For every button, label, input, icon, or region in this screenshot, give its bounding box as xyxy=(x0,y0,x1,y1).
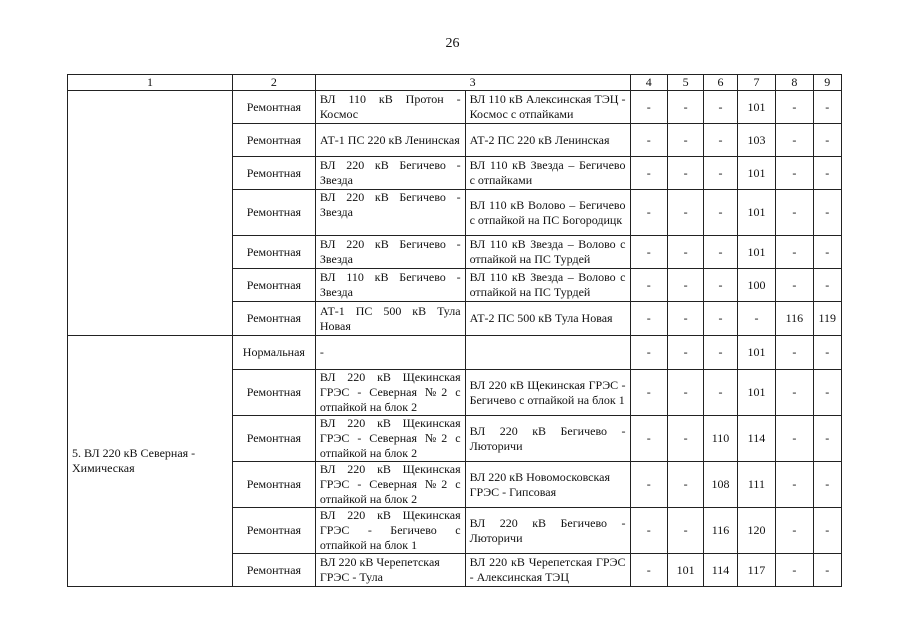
mode-cell: Ремонтная xyxy=(232,190,315,236)
value-cell: - xyxy=(813,336,841,370)
value-cell: 101 xyxy=(737,236,775,269)
element-cell: ВЛ 220 кВ Щекинская ГРЭС - Северная №2 с отпайкой на блок 2 xyxy=(315,370,465,416)
element-cell: ВЛ 220 кВ Бегичево - Лютоpичи xyxy=(465,508,630,554)
value-cell: - xyxy=(630,508,667,554)
mode-cell: Ремонтная xyxy=(232,236,315,269)
mode-cell: Ремонтная xyxy=(232,91,315,124)
value-cell: - xyxy=(776,336,813,370)
value-cell: - xyxy=(776,91,813,124)
value-cell: 111 xyxy=(737,462,775,508)
value-cell: - xyxy=(667,190,703,236)
value-cell: - xyxy=(813,236,841,269)
value-cell: - xyxy=(630,190,667,236)
value-cell: 114 xyxy=(704,554,737,587)
value-cell: - xyxy=(704,190,737,236)
value-cell: 101 xyxy=(737,370,775,416)
value-cell: - xyxy=(813,269,841,302)
element-cell: ВЛ 220 кВ Бегичево - Звезда xyxy=(315,236,465,269)
element-cell xyxy=(465,336,630,370)
value-cell: - xyxy=(630,91,667,124)
element-cell: АТ-1 ПС 500 кВ Тула Новая xyxy=(315,302,465,336)
mode-cell: Ремонтная xyxy=(232,124,315,157)
value-cell: - xyxy=(630,157,667,190)
value-cell: 110 xyxy=(704,416,737,462)
value-cell: - xyxy=(630,370,667,416)
value-cell: 114 xyxy=(737,416,775,462)
value-cell: - xyxy=(813,370,841,416)
value-cell: 101 xyxy=(737,336,775,370)
value-cell: 108 xyxy=(704,462,737,508)
value-cell: - xyxy=(776,124,813,157)
value-cell: - xyxy=(667,370,703,416)
value-cell: - xyxy=(776,236,813,269)
value-cell: - xyxy=(667,236,703,269)
value-cell: - xyxy=(667,157,703,190)
col-header: 8 xyxy=(776,75,813,91)
page-number: 26 xyxy=(445,36,460,51)
element-cell: ВЛ 220 кВ Щекинская ГРЭС - Бегичево с отпайкой на блок 1 xyxy=(465,370,630,416)
value-cell: - xyxy=(704,370,737,416)
value-cell: - xyxy=(630,416,667,462)
value-cell: 117 xyxy=(737,554,775,587)
value-cell: - xyxy=(813,554,841,587)
mode-cell: Ремонтная xyxy=(232,508,315,554)
mode-cell: Ремонтная xyxy=(232,269,315,302)
mode-cell: Ремонтная xyxy=(232,157,315,190)
value-cell: - xyxy=(667,269,703,302)
value-cell: - xyxy=(667,124,703,157)
value-cell: - xyxy=(667,508,703,554)
value-cell: - xyxy=(737,302,775,336)
value-cell: - xyxy=(704,124,737,157)
element-cell: ВЛ 110 кВ Звезда – Волово с отпайкой на ПС Турдей xyxy=(465,236,630,269)
value-cell: 101 xyxy=(667,554,703,587)
mode-cell: Ремонтная xyxy=(232,416,315,462)
element-cell: - xyxy=(315,336,465,370)
value-cell: - xyxy=(704,91,737,124)
value-cell: - xyxy=(813,508,841,554)
element-cell: ВЛ 220 кВ Бегичево - Звезда xyxy=(315,190,465,236)
column-number-row xyxy=(68,75,842,91)
value-cell: - xyxy=(776,157,813,190)
value-cell: - xyxy=(776,416,813,462)
value-cell: - xyxy=(776,269,813,302)
mode-cell: Ремонтная xyxy=(232,370,315,416)
value-cell: - xyxy=(667,336,703,370)
element-cell: ВЛ 110 кВ Протон - Космос xyxy=(315,91,465,124)
value-cell: - xyxy=(813,462,841,508)
value-cell: - xyxy=(704,157,737,190)
value-cell: - xyxy=(813,91,841,124)
section-label: 5. ВЛ 220 кВ Северная - Химическая xyxy=(68,336,233,587)
element-cell: АТ-1 ПС 220 кВ Ленинская xyxy=(315,124,465,157)
value-cell: - xyxy=(630,269,667,302)
col-header: 6 xyxy=(704,75,737,91)
element-cell: ВЛ 220 кВ Щекинская ГРЭС - Северная №2 с отпайкой на блок 2 xyxy=(315,416,465,462)
value-cell: 101 xyxy=(737,157,775,190)
value-cell: - xyxy=(630,124,667,157)
table-row xyxy=(68,336,842,370)
element-cell: ВЛ 220 кВ Бегичево - Звезда xyxy=(315,157,465,190)
value-cell: - xyxy=(667,462,703,508)
col-header: 2 xyxy=(232,75,315,91)
value-cell: - xyxy=(776,554,813,587)
section-cell-continued xyxy=(68,91,233,336)
value-cell: - xyxy=(704,236,737,269)
value-cell: - xyxy=(667,91,703,124)
value-cell: - xyxy=(630,554,667,587)
value-cell: 103 xyxy=(737,124,775,157)
col-header: 5 xyxy=(667,75,703,91)
value-cell: - xyxy=(704,269,737,302)
value-cell: 119 xyxy=(813,302,841,336)
element-cell: ВЛ 220 кВ Щекинская ГРЭС - Северная №2 с отпайкой на блок 2 xyxy=(315,462,465,508)
value-cell: - xyxy=(813,124,841,157)
element-cell: АТ-2 ПС 220 кВ Ленинская xyxy=(465,124,630,157)
element-cell: ВЛ 110 кВ Волово – Бегичево с отпайкой на ПС Богородицк xyxy=(465,190,630,236)
regime-table xyxy=(67,74,842,587)
element-cell: АТ-2 ПС 500 кВ Тула Новая xyxy=(465,302,630,336)
mode-cell: Ремонтная xyxy=(232,302,315,336)
value-cell: - xyxy=(667,416,703,462)
value-cell: - xyxy=(776,370,813,416)
value-cell: - xyxy=(630,462,667,508)
element-cell: ВЛ 110 кВ Бегичево - Звезда xyxy=(315,269,465,302)
value-cell: - xyxy=(776,508,813,554)
element-cell: ВЛ 220 кВ Черепетская ГРЭС - Алексинская ТЭЦ xyxy=(465,554,630,587)
value-cell: 100 xyxy=(737,269,775,302)
mode-cell: Нормальная xyxy=(232,336,315,370)
value-cell: - xyxy=(813,157,841,190)
value-cell: - xyxy=(667,302,703,336)
element-cell: ВЛ 220 кВ Бегичево - Лютоpичи xyxy=(465,416,630,462)
value-cell: - xyxy=(813,190,841,236)
value-cell: - xyxy=(776,190,813,236)
value-cell: 120 xyxy=(737,508,775,554)
element-cell: ВЛ 110 кВ Звезда – Бегичево с отпайками xyxy=(465,157,630,190)
element-cell: ВЛ 220 кВ Щекинская ГРЭС - Бегичево с отпайкой на блок 1 xyxy=(315,508,465,554)
col-header: 1 xyxy=(68,75,233,91)
table-row xyxy=(68,91,842,124)
mode-cell: Ремонтная xyxy=(232,554,315,587)
value-cell: - xyxy=(776,462,813,508)
element-cell: ВЛ 110 кВ Алексинская ТЭЦ - Космос с отпайками xyxy=(465,91,630,124)
col-header: 9 xyxy=(813,75,841,91)
value-cell: - xyxy=(630,302,667,336)
value-cell: 101 xyxy=(737,91,775,124)
element-cell: ВЛ 220 кВ Черепетская ГРЭС - Тула xyxy=(315,554,465,587)
col-header: 7 xyxy=(737,75,775,91)
value-cell: 101 xyxy=(737,190,775,236)
mode-cell: Ремонтная xyxy=(232,462,315,508)
col-header: 4 xyxy=(630,75,667,91)
value-cell: - xyxy=(813,416,841,462)
element-cell: ВЛ 220 кВ Новомосковская ГРЭС - Гипсовая xyxy=(465,462,630,508)
value-cell: - xyxy=(704,336,737,370)
value-cell: - xyxy=(704,302,737,336)
col-header: 3 xyxy=(315,75,630,91)
value-cell: 116 xyxy=(704,508,737,554)
value-cell: 116 xyxy=(776,302,813,336)
value-cell: - xyxy=(630,236,667,269)
element-cell: ВЛ 110 кВ Звезда – Волово с отпайкой на ПС Турдей xyxy=(465,269,630,302)
value-cell: - xyxy=(630,336,667,370)
